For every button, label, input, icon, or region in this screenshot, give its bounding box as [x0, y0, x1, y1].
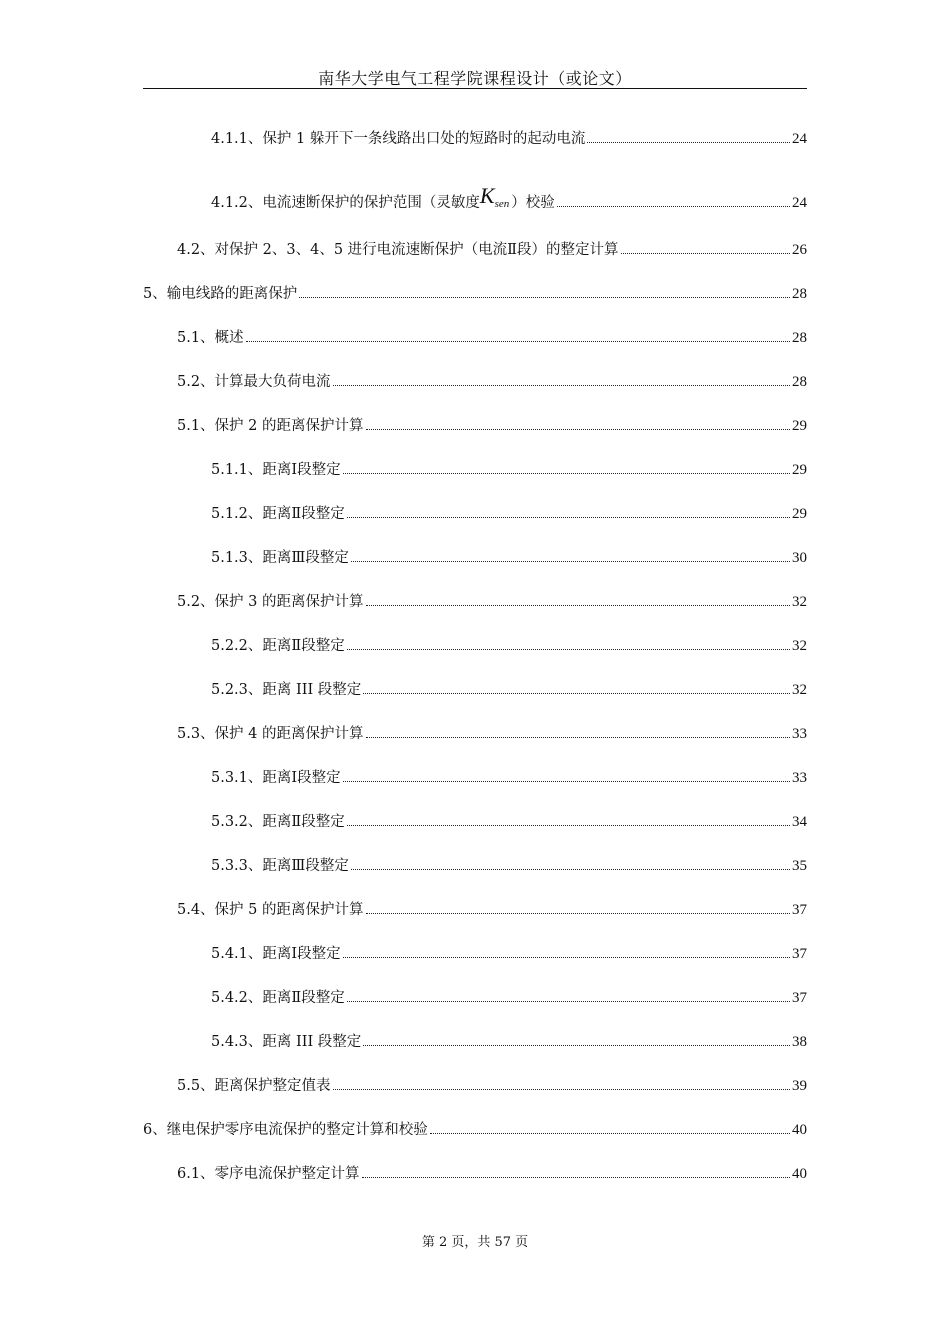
toc-entry-page-number: 37	[792, 990, 807, 1006]
dot-leader	[343, 473, 790, 474]
toc-entry-label: 6、继电保护零序电流保护的整定计算和校验	[143, 1122, 428, 1138]
toc-entry-label: 5.3、保护 4 的距离保护计算	[177, 726, 364, 742]
dot-leader	[366, 429, 790, 430]
toc-entry[interactable]	[177, 416, 807, 436]
dot-leader	[351, 561, 790, 562]
toc-entry[interactable]	[211, 768, 807, 788]
dot-leader	[362, 1177, 790, 1178]
toc-entry[interactable]	[177, 328, 807, 348]
dot-leader	[363, 1045, 790, 1046]
toc-entry[interactable]	[211, 680, 807, 700]
toc-entry-label: 5.2.3、距离 III 段整定	[211, 682, 362, 698]
dot-leader	[557, 206, 790, 207]
k-symbol: K	[479, 183, 495, 208]
toc-entry-label: 5.1.1、距离Ⅰ段整定	[211, 462, 341, 478]
toc-entry-label: 4.2、对保护 2、3、4、5 进行电流速断保护（电流Ⅱ段）的整定计算	[177, 242, 619, 258]
toc-entry[interactable]	[143, 1120, 807, 1140]
toc-entry-label: 4.1.1、保护 1 躲开下一条线路出口处的短路时的起动电流	[211, 131, 586, 147]
dot-leader	[366, 737, 790, 738]
dot-leader	[347, 1001, 790, 1002]
toc-entry-label: 5.5、距离保护整定值表	[177, 1078, 331, 1094]
toc-entry-page-number: 38	[792, 1034, 807, 1050]
toc-entry[interactable]	[211, 812, 807, 832]
toc-entry-label: 6.1、零序电流保护整定计算	[177, 1166, 360, 1182]
dot-leader	[333, 385, 790, 386]
header-rule	[143, 88, 807, 89]
dot-leader	[347, 825, 790, 826]
toc-entry[interactable]	[211, 129, 807, 149]
toc-entry-label-suffix: ）校验	[511, 195, 555, 211]
page-header-title: 南华大学电气工程学院课程设计（或论文）	[318, 69, 632, 88]
toc-entry[interactable]	[211, 944, 807, 964]
toc-entry[interactable]	[211, 548, 807, 568]
toc-entry-page-number: 35	[792, 858, 807, 874]
toc-entry-page-number: 39	[792, 1078, 807, 1094]
toc-entry-page-number: 29	[792, 462, 807, 478]
toc-entry[interactable]	[211, 460, 807, 480]
dot-leader	[347, 517, 790, 518]
toc-entry[interactable]	[177, 240, 807, 260]
toc-entry-label: 5.4.1、距离Ⅰ段整定	[211, 946, 341, 962]
toc-entry-page-number: 40	[792, 1122, 807, 1138]
toc-entry-label: 5.3.1、距离Ⅰ段整定	[211, 770, 341, 786]
toc-entry-page-number: 28	[792, 330, 807, 346]
toc-entry-page-number: 28	[792, 374, 807, 390]
toc-entry-label: 5.3.2、距离Ⅱ段整定	[211, 814, 345, 830]
toc-entry-label-prefix: 4.1.2、电流速断保护的保护范围（灵敏度	[211, 195, 480, 211]
k-subscript: sen	[494, 198, 510, 210]
toc-entry-page-number: 32	[792, 638, 807, 654]
toc-entry-label: 5.2、保护 3 的距离保护计算	[177, 594, 364, 610]
toc-entry-page-number: 32	[792, 594, 807, 610]
toc-entry-page-number: 37	[792, 902, 807, 918]
toc-entry-label: 5.1.3、距离Ⅲ段整定	[211, 550, 349, 566]
toc-entry[interactable]	[211, 183, 807, 214]
dot-leader	[299, 297, 790, 298]
toc-entry[interactable]	[211, 504, 807, 524]
toc-entry[interactable]	[177, 1164, 807, 1184]
dot-leader	[343, 781, 790, 782]
dot-leader	[347, 649, 790, 650]
toc-entry-page-number: 40	[792, 1166, 807, 1182]
toc-entry[interactable]	[177, 592, 807, 612]
toc-entry-page-number: 33	[792, 770, 807, 786]
toc-entry-label	[211, 183, 555, 214]
dot-leader	[366, 605, 790, 606]
toc-entry-page-number: 24	[792, 195, 807, 211]
toc-entry-page-number: 33	[792, 726, 807, 742]
toc-entry-label: 5.2、计算最大负荷电流	[177, 374, 331, 390]
toc-entry-page-number: 37	[792, 946, 807, 962]
toc-entry[interactable]	[177, 724, 807, 744]
dot-leader	[246, 341, 790, 342]
page-footer: 第 2 页，共 57 页	[421, 1235, 529, 1250]
toc-entry-label: 5.1.2、距离Ⅱ段整定	[211, 506, 345, 522]
toc-entry-label: 5.2.2、距离Ⅱ段整定	[211, 638, 345, 654]
toc-entry-label: 5.4、保护 5 的距离保护计算	[177, 902, 364, 918]
toc-entry[interactable]	[211, 636, 807, 656]
dot-leader	[621, 253, 790, 254]
dot-leader	[333, 1089, 790, 1090]
toc-entry-label: 5.1、概述	[177, 330, 244, 346]
toc-entry-label: 5.3.3、距离Ⅲ段整定	[211, 858, 349, 874]
toc-entry[interactable]	[211, 1032, 807, 1052]
toc-entry-label: 5、输电线路的距离保护	[143, 286, 298, 302]
toc-entry-page-number: 24	[792, 131, 807, 147]
toc-entry[interactable]	[211, 988, 807, 1008]
toc-entry-page-number: 26	[792, 242, 807, 258]
toc-entry-label: 5.4.2、距离Ⅱ段整定	[211, 990, 345, 1006]
dot-leader	[430, 1133, 790, 1134]
toc-entry-label: 5.1、保护 2 的距离保护计算	[177, 418, 364, 434]
toc-entry[interactable]	[177, 1076, 807, 1096]
toc-entry-page-number: 28	[792, 286, 807, 302]
dot-leader	[366, 913, 790, 914]
toc-entry-label: 5.4.3、距离 III 段整定	[211, 1034, 362, 1050]
dot-leader	[587, 142, 790, 143]
toc-entry[interactable]	[211, 856, 807, 876]
dot-leader	[351, 869, 790, 870]
dot-leader	[343, 957, 790, 958]
toc-entry[interactable]	[177, 372, 807, 392]
toc-entry-page-number: 30	[792, 550, 807, 566]
toc-entry-page-number: 29	[792, 506, 807, 522]
toc-entry[interactable]	[177, 900, 807, 920]
toc-entry-page-number: 34	[792, 814, 807, 830]
dot-leader	[363, 693, 790, 694]
toc-entry-page-number: 29	[792, 418, 807, 434]
toc-entry-page-number: 32	[792, 682, 807, 698]
toc-entry[interactable]	[143, 284, 807, 304]
